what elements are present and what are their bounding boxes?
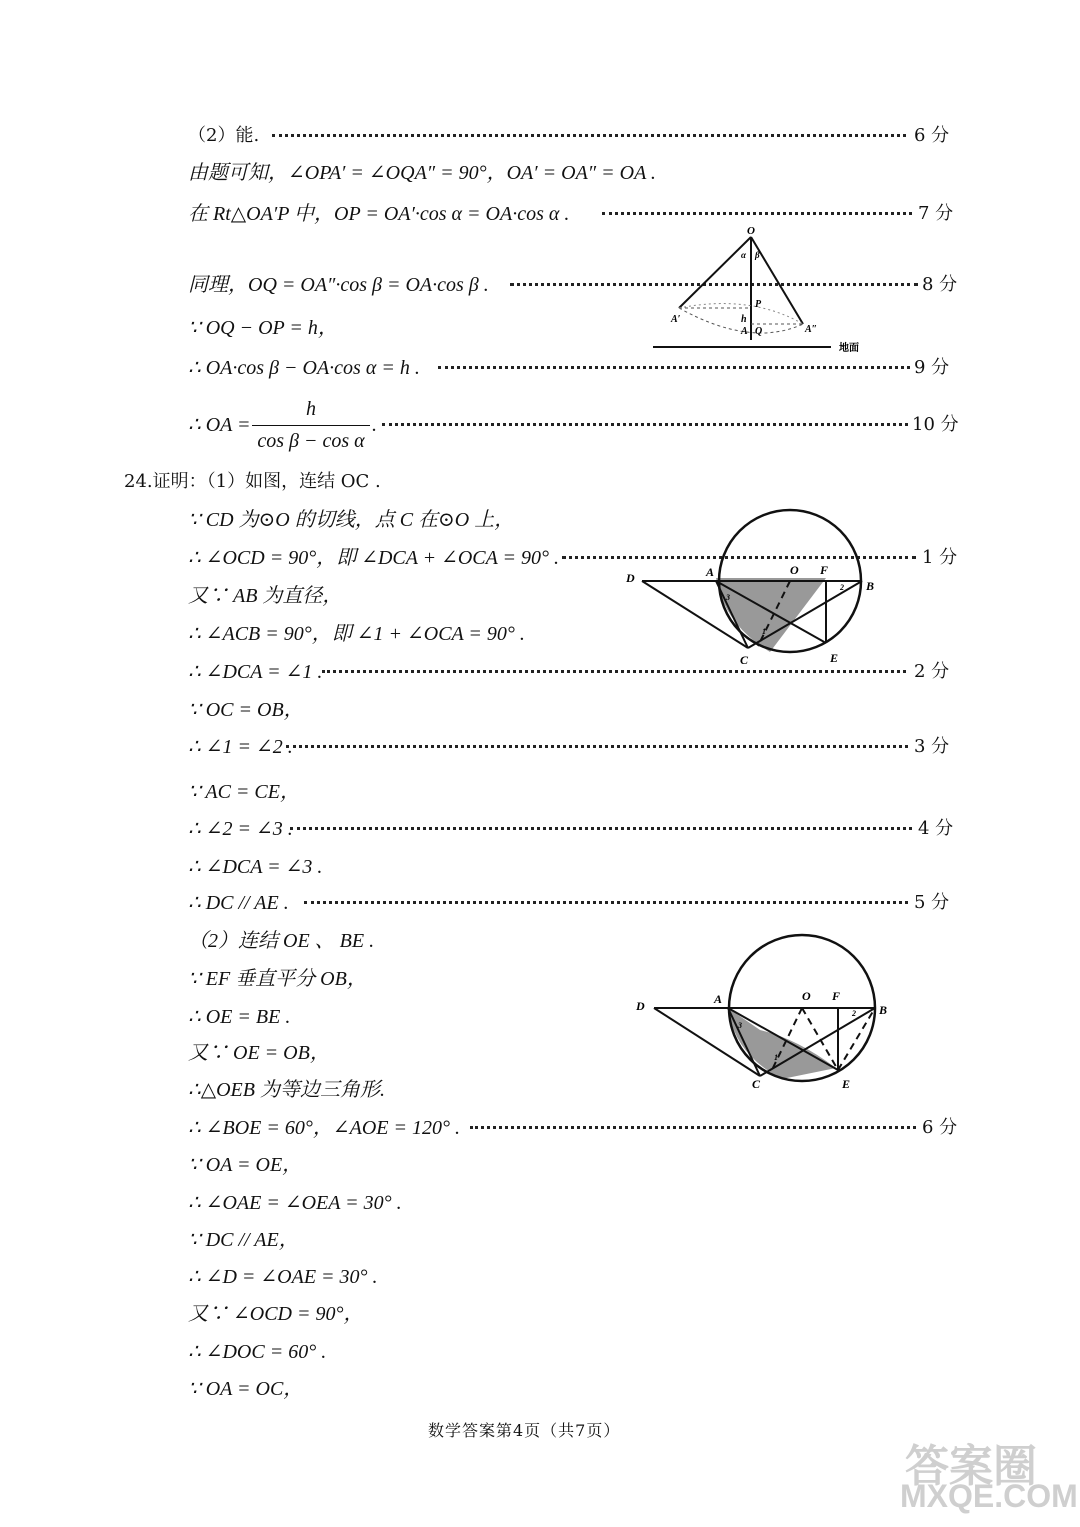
q24-part2-line-5: ∴ ∠BOE = 60°，∠AOE = 120° . <box>188 1117 460 1139</box>
step-similarly: 同理，OQ = OA″·cos β = OA·cos β . <box>188 274 489 296</box>
label-c: C <box>740 653 749 667</box>
label-b: B <box>866 579 875 593</box>
q24-part2-title: （2）连结 OE 、 BE . <box>188 930 375 952</box>
angle-2-label: 2 <box>840 583 844 592</box>
step-result-lhs: ∴ OA = <box>188 414 251 436</box>
score-5: 5 分 <box>914 892 950 913</box>
circle-figure-2 <box>626 928 896 1094</box>
label-a-prime: A′ <box>671 314 681 325</box>
q24-line-10: ∴ ∠DCA = ∠3 . <box>188 856 323 878</box>
watermark-domain: MXQE.COM <box>900 1478 1078 1514</box>
score-8: 8 分 <box>922 274 958 295</box>
q24-part2-line-7: ∴ ∠OAE = ∠OEA = 30° . <box>188 1192 402 1214</box>
angle-3-label: 3 <box>738 1021 742 1030</box>
leader-dots <box>322 670 906 673</box>
q24-line-5: ∴ ∠DCA = ∠1 . <box>188 661 323 683</box>
score-4: 4 分 <box>918 818 954 839</box>
angle-2-label: 2 <box>852 1009 856 1018</box>
label-a: A <box>714 992 723 1006</box>
step-difference: ∵ OQ − OP = h， <box>188 317 338 339</box>
q24-part2-line-11: ∴ ∠DOC = 60° . <box>188 1341 327 1363</box>
step-result-end: . <box>372 414 377 436</box>
score-7: 7 分 <box>918 203 954 224</box>
q24-line-4: ∴ ∠ACB = 90°，即 ∠1 + ∠OCA = 90° . <box>188 623 525 645</box>
q24-part2-line-2: ∴ OE = BE . <box>188 1006 291 1028</box>
label-e: E <box>830 651 839 665</box>
label-q: Q <box>755 326 763 337</box>
q24-part2-line-9: ∴ ∠D = ∠OAE = 30° . <box>188 1266 378 1288</box>
string-oa1 <box>679 237 751 308</box>
score-3: 3 分 <box>914 736 950 757</box>
leader-dots <box>470 1126 916 1129</box>
q24-part2-line-3: 又∵ OE = OB， <box>188 1042 330 1064</box>
fraction-numerator: h <box>306 398 316 420</box>
label-p: P <box>755 299 762 310</box>
label-a: A <box>741 326 748 337</box>
q24-part2-line-10: 又∵ ∠OCD = 90°， <box>188 1303 364 1325</box>
angle-1-label: 1 <box>774 1053 778 1062</box>
leader-dots <box>272 134 906 137</box>
label-d: D <box>626 571 635 585</box>
q24-line-1: ∵ CD 为⊙O 的切线，点 C 在⊙O 上， <box>188 509 515 531</box>
leader-dots <box>438 366 910 369</box>
label-f: F <box>820 563 829 577</box>
label-a: A <box>706 565 715 579</box>
part2-title: （2）能. <box>188 125 260 146</box>
label-h: h <box>741 314 747 325</box>
step-rt-triangle: 在 Rt△OA′P 中，OP = OA′·cos α = OA·cos α . <box>188 203 570 225</box>
q24-line-3: 又∵ AB 为直径， <box>188 585 343 607</box>
label-a-double-prime: A″ <box>805 324 818 335</box>
leader-dots <box>602 212 912 215</box>
angle-3-label: 3 <box>726 593 730 602</box>
q24-line-6: ∵ OC = OB， <box>188 699 304 721</box>
score-2: 2 分 <box>914 661 950 682</box>
circle-figure-1 <box>620 504 890 670</box>
label-o: O <box>747 225 755 237</box>
q24-part2-line-12: ∵ OA = OC， <box>188 1378 304 1400</box>
pendulum-figure <box>645 222 875 362</box>
q24-part2-line-4: ∴△OEB 为等边三角形. <box>188 1079 385 1101</box>
label-o: O <box>802 989 811 1003</box>
label-beta: β <box>755 250 760 260</box>
score-9: 9 分 <box>914 357 950 378</box>
score-10: 10 分 <box>912 414 959 435</box>
label-ground: 地面 <box>839 343 859 354</box>
step-equation: ∴ OA·cos β − OA·cos α = h . <box>188 357 420 379</box>
fraction-bar <box>252 425 370 426</box>
fraction-denominator: cos β − cos α <box>257 430 365 452</box>
step-given: 由题可知，∠OPA′ = ∠OQA″ = 90°，OA′ = OA″ = OA . <box>188 162 656 184</box>
leader-dots <box>382 423 908 426</box>
label-o: O <box>790 563 799 577</box>
label-c: C <box>752 1077 761 1091</box>
leader-dots <box>286 745 908 748</box>
angle-1-label: 1 <box>762 627 766 636</box>
leader-dots <box>304 901 908 904</box>
q24-part2-line-8: ∵ DC // AE， <box>188 1229 299 1251</box>
page-footer: 数学答案第4页（共7页） <box>428 1421 621 1440</box>
watermark-logo: 答案圈 <box>905 1441 1037 1492</box>
q24-line-9: ∴ ∠2 = ∠3 . <box>188 818 293 840</box>
q24-line-2: ∴ ∠OCD = 90°，即 ∠DCA + ∠OCA = 90° . <box>188 547 559 569</box>
label-b: B <box>879 1003 888 1017</box>
q24-part2-line-6: ∵ OA = OE， <box>188 1154 303 1176</box>
score-6: 6 分 <box>914 125 950 146</box>
leader-dots <box>290 827 912 830</box>
q24-title: 24.证明：（1）如图，连结 OC . <box>124 471 381 492</box>
q24-line-8: ∵ AC = CE， <box>188 781 300 803</box>
label-e: E <box>842 1077 851 1091</box>
q24-line-7: ∴ ∠1 = ∠2 . <box>188 736 293 758</box>
label-d: D <box>636 999 645 1013</box>
score-1: 1 分 <box>922 547 958 568</box>
score-6b: 6 分 <box>922 1117 958 1138</box>
label-f: F <box>832 989 841 1003</box>
q24-line-11: ∴ DC // AE . <box>188 892 289 914</box>
q24-part2-line-1: ∵ EF 垂直平分 OB， <box>188 968 367 990</box>
label-alpha: α <box>741 250 746 260</box>
